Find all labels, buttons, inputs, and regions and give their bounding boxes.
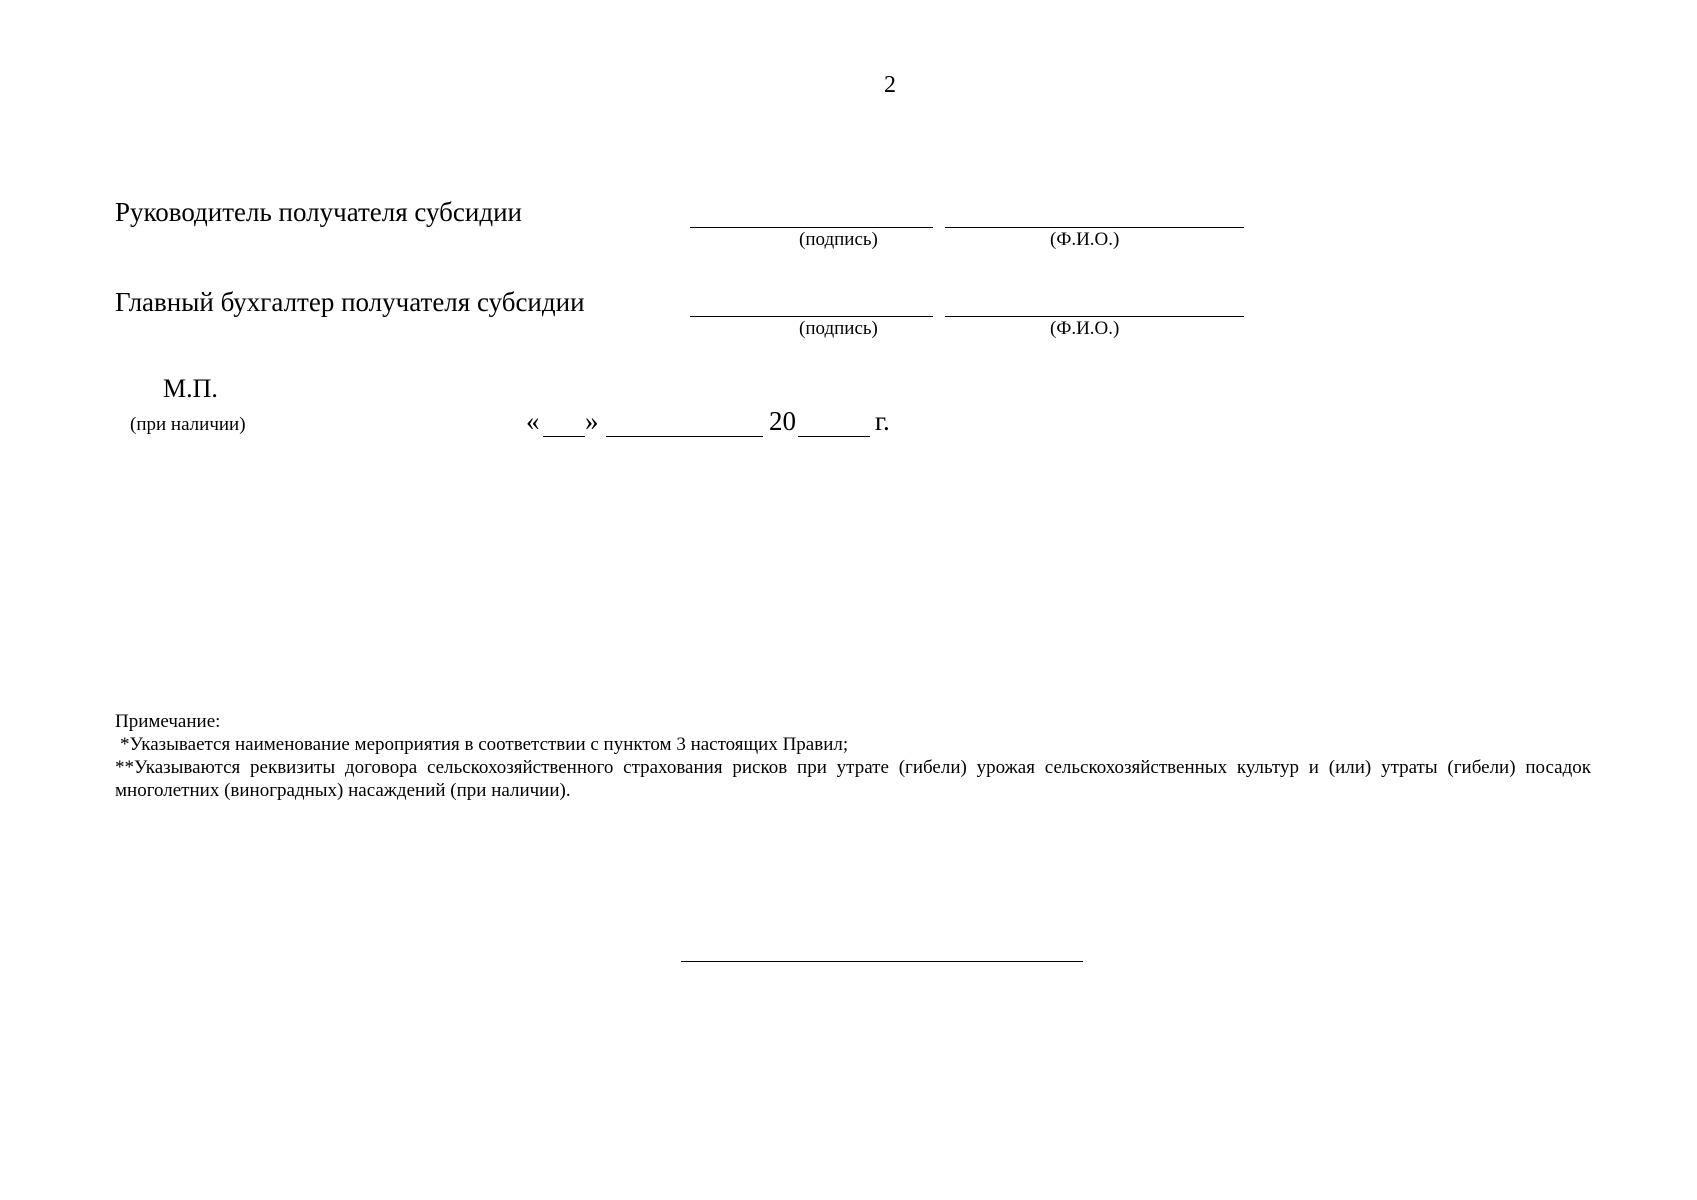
bottom-separator-line (681, 961, 1083, 962)
stamp-note: (при наличии) (130, 414, 246, 435)
signature-line-accountant (690, 316, 933, 317)
date-month-blank (606, 436, 763, 437)
name-line-head (945, 227, 1244, 228)
stamp-label: М.П. (163, 374, 218, 403)
name-caption-accountant: (Ф.И.О.) (1050, 318, 1120, 339)
date-year-suffix: г. (875, 406, 890, 436)
date-year-blank (798, 436, 870, 437)
date-open-quote: « (526, 406, 540, 436)
date-day-blank (543, 436, 585, 437)
note-item-1: *Указывается наименование мероприятия в соответствии с пунктом 3 настоящих Правил; (120, 734, 849, 755)
date-close-quote: » (585, 406, 599, 436)
date-year-prefix: 20 (769, 406, 796, 436)
notes-section (115, 710, 1591, 802)
name-line-accountant (945, 316, 1244, 317)
notes-title: Примечание: (115, 711, 221, 732)
signature-line-head (690, 227, 933, 228)
name-caption-head: (Ф.И.О.) (1050, 229, 1120, 250)
signature-caption-head: (подпись) (799, 229, 878, 250)
page-number: 2 (884, 72, 896, 98)
note-item-2: **Указываются реквизиты договора сельскохозяйственного страхования рисков при утрате (гибели) урожая сельскохозяйственных культур и (или) утраты (гибели) посадок многолетних (виноградных) насаждений (при наличии). (115, 757, 1591, 801)
role-label-accountant: Главный бухгалтер получателя субсидии (115, 287, 585, 317)
signature-caption-accountant: (подпись) (799, 318, 878, 339)
role-label-head: Руководитель получателя субсидии (115, 197, 522, 227)
